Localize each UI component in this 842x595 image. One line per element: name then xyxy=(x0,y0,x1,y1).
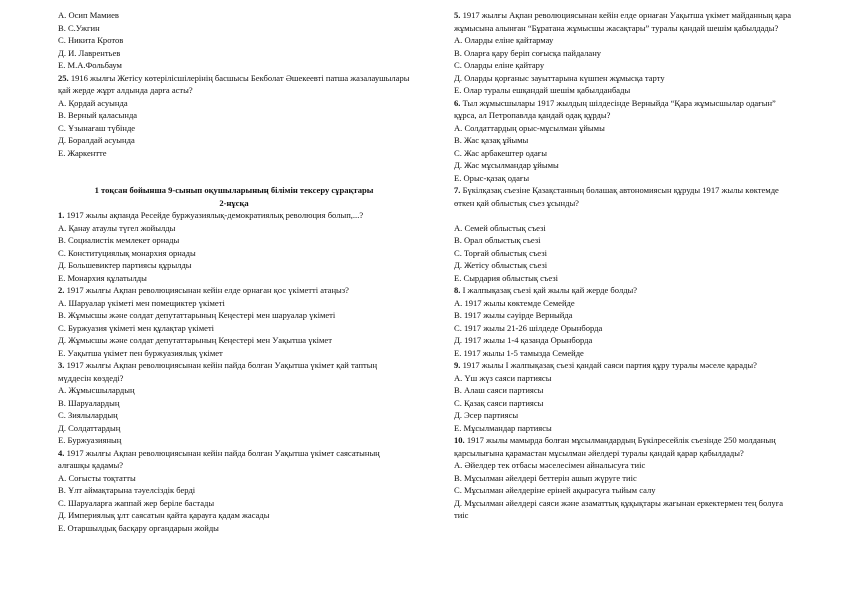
answer-option: Д. Эсер партиясы xyxy=(454,410,519,420)
answer-option: Е. Буржуазияның xyxy=(58,435,122,445)
answer-option: В. Оларға қару беріп соғысқа пайдалану xyxy=(454,47,602,58)
question-number: 3. xyxy=(58,360,65,370)
answer-option: Д. Империялық ұлт саясатын қайта қарауға қадам жасады xyxy=(58,510,270,520)
answer-option: Д. Оларды қорғаныс зауыттарына күшпен жұмысқа тарту xyxy=(454,72,665,83)
answer-option: Е. 1917 жылы 1-5 тамызда Семейде xyxy=(454,347,584,358)
question-number: 10. xyxy=(454,435,465,445)
top-option: Д. И. Лаврентьев xyxy=(58,47,121,58)
question-9 xyxy=(454,359,792,372)
answer-option: В. 1917 жылы сәуірде Верныйда xyxy=(454,310,573,320)
answer-option: А. Солдаттардың орыс-мұсылман ұйымы xyxy=(454,122,605,133)
question-text: 1917 жылы мамырда болған мұсылмандардың Бүкілресейлік съезінде 250 молданың қарсылығына қарамастан мұсылман әйелдері туралы қандай қарар қабылдады? xyxy=(454,435,776,458)
answer-option: А. Жұмысшылардың xyxy=(58,385,135,395)
answer-option: В. Орал облыстық съезі xyxy=(454,235,541,245)
question-2 xyxy=(58,284,410,297)
answer-option: Д. Жас мұсылмандар ұйымы xyxy=(454,160,559,170)
section-heading: 1 тоқсан бойынша 9-сынып оқушыларының білімін тексеру сұрақтары xyxy=(94,185,374,195)
question-8 xyxy=(454,284,792,297)
answer-option: Е. Жаркентте xyxy=(58,147,107,158)
question-number: 8. xyxy=(454,285,461,295)
answer-option: А. Шаруалар үкіметі мен помещиктер үкіметі xyxy=(58,297,225,308)
question-number: 5. xyxy=(454,10,461,20)
left-column xyxy=(58,9,410,534)
question-number: 1. xyxy=(58,210,65,220)
answer-option: А. Соғысты тоқтатты xyxy=(58,472,136,483)
question-text: I жалпықазақ съезі қай жылы қай жерде болды? xyxy=(462,285,638,295)
answer-option: С. Конституциялық монархия орнады xyxy=(58,247,196,258)
question-number: 9. xyxy=(454,360,461,370)
answer-option: А. Оларды еліне қайтармау xyxy=(454,35,554,45)
answer-option: Д. 1917 жылы 1-4 қазанда Орынборда xyxy=(454,335,593,345)
right-column xyxy=(454,9,792,522)
answer-option: Д. Боралдай асуында xyxy=(58,135,135,145)
question-3 xyxy=(58,359,410,384)
answer-option: А. Қанау атаулы түгел жойылды xyxy=(58,222,176,233)
top-option: B. С.Ужгин xyxy=(58,22,100,33)
question-number: 25. xyxy=(58,72,69,83)
question-10 xyxy=(454,434,792,459)
question-number: 6. xyxy=(454,97,461,108)
question-6 xyxy=(454,97,792,122)
question-1 xyxy=(58,209,410,222)
answer-option: С. Торғай облыстық съезі xyxy=(454,247,547,258)
answer-option: В. Жас қазақ ұйымы xyxy=(454,135,529,145)
question-text: 1917 жылғы Ақпан революциясынан кейін елде орнаған қос үкіметті атаңыз? xyxy=(66,285,349,295)
question-7 xyxy=(454,184,792,209)
answer-option: Д. Мұсылман әйелдері саяси және азаматтық құқықтары жағынан еркектермен тең болуға тиіс xyxy=(454,497,783,520)
answer-option: С. Жас арбакештер одағы xyxy=(454,147,548,158)
question-text: 1917 жылғы Ақпан революциясынан кейін пайда болған Уақытша үкімет қай таптың мүддесін көздеді? xyxy=(58,360,378,383)
answer-option: Е. Мұсылмандар партиясы xyxy=(454,422,552,433)
question-text: Тыл жұмысшылары 1917 жылдың шілдесінде Верныйда “Қара жұмысшылар одағын” құрса, ал Петропавлда қандай одақ құрды? xyxy=(454,97,776,120)
answer-option: Е. Отаршылдық басқару органдарын жойды xyxy=(58,522,219,533)
answer-option: А. Әйелдер тек отбасы мәселесімен айналысуға тиіс xyxy=(454,460,646,470)
answer-option: Д. Большевиктер партиясы құрылды xyxy=(58,260,192,270)
answer-option: В. Мұсылман әйелдері беттерін ашып жүруге тиіс xyxy=(454,472,637,483)
answer-option: С. Шаруаларға жаппай жер беріле бастады xyxy=(58,497,215,508)
answer-option: А. Семей облыстық съезі xyxy=(454,222,546,233)
question-25 xyxy=(58,72,410,97)
question-text: 1917 жылғы Ақпан революциясынан кейін пайда болған Уақытша үкімет саясатының алғашқы қадамы? xyxy=(58,447,380,470)
answer-option: С. Зиялылардың xyxy=(58,410,118,420)
answer-option: В. Социалистік мемлекет орнады xyxy=(58,235,180,245)
answer-option: С. Мұсылман әйелдеріне еріней ақырасуға тыйым салу xyxy=(454,485,656,495)
answer-option: В. Ұлт аймақтарына тәуелсіздік берді xyxy=(58,485,196,495)
question-4 xyxy=(58,447,410,472)
answer-option: В. Алаш саяси партиясы xyxy=(454,385,544,395)
answer-option: С. Қазақ саяси партиясы xyxy=(454,397,544,408)
answer-option: С. Буржуазия үкіметі мен құлақтар үкіметі xyxy=(58,322,215,333)
question-number: 2. xyxy=(58,285,65,295)
answer-option: Д. Жетісу облыстық съезі xyxy=(454,260,548,270)
question-text: 1917 жылы ақпанда Ресейде буржуазиялық-демократиялық революция болып,...? xyxy=(66,210,364,220)
answer-option: В. Верный қаласында xyxy=(58,110,138,120)
question-number: 7. xyxy=(454,185,461,195)
top-option: C. Никита Кротов xyxy=(58,35,124,45)
top-option: A. Осип Мамиев xyxy=(58,10,119,20)
answer-option: Д. Жұмысшы және солдат депутаттарының Кеңестері мен Уақытша үкімет xyxy=(58,335,332,345)
question-5 xyxy=(454,9,792,34)
answer-option: Е. Сырдария облыстық съезі xyxy=(454,272,558,283)
answer-option: А. Қордай асуында xyxy=(58,97,128,108)
question-text: 1916 жылғы Жетісу көтерілісшілерінің басшысы Бекболат Әшекеевті патша жазалаушылары қай жерде жұрт алдында дарға асты? xyxy=(58,72,410,95)
question-number: 4. xyxy=(58,447,65,458)
answer-option: С. Оларды еліне қайтару xyxy=(454,60,545,70)
question-text: 1917 жылы I жалпықазақ съезі қандай саяси партия құру туралы мәселе қарады? xyxy=(462,360,757,370)
answer-option: Е. Монархия құлатылды xyxy=(58,272,147,283)
answer-option: В. Шаруалардың xyxy=(58,397,120,408)
answer-option: Д. Солдаттардың xyxy=(58,422,121,433)
question-text: 1917 жылғы Ақпан революциясынан кейін елде орнаған Уақытша үкімет майданның қара жұмысына алынған “Бұратана жұмысшы жасақтары” туралы қандай шешім қабылдады? xyxy=(454,10,792,33)
answer-option: Е. Орыс-қазақ одағы xyxy=(454,172,530,183)
answer-option: С. Ұзынағаш түбінде xyxy=(58,122,136,133)
answer-option: В. Жұмысшы және солдат депутаттарының Кеңестері мен шаруалар үкіметі xyxy=(58,310,336,320)
answer-option: А. 1917 жылы көктемде Семейде xyxy=(454,297,575,308)
top-option: Е. М.А.Фольбаум xyxy=(58,60,122,70)
question-text: Бүкілқазақ съезіне Қазақстанның болашақ автономиясын құруды 1917 жылы көктемде өткен қай облыстық съез ұсынды? xyxy=(454,185,779,208)
answer-option: С. 1917 жылы 21-26 шілдеде Орынборда xyxy=(454,322,603,333)
variant-heading: 2-нұсқа xyxy=(219,197,249,208)
answer-option: Е. Уақытша үкімет пен буржуазиялық үкімет xyxy=(58,347,223,358)
answer-option: А. Үш жүз саяси партиясы xyxy=(454,372,552,383)
answer-option: Е. Олар туралы ешқандай шешім қабылданбады xyxy=(454,85,631,95)
